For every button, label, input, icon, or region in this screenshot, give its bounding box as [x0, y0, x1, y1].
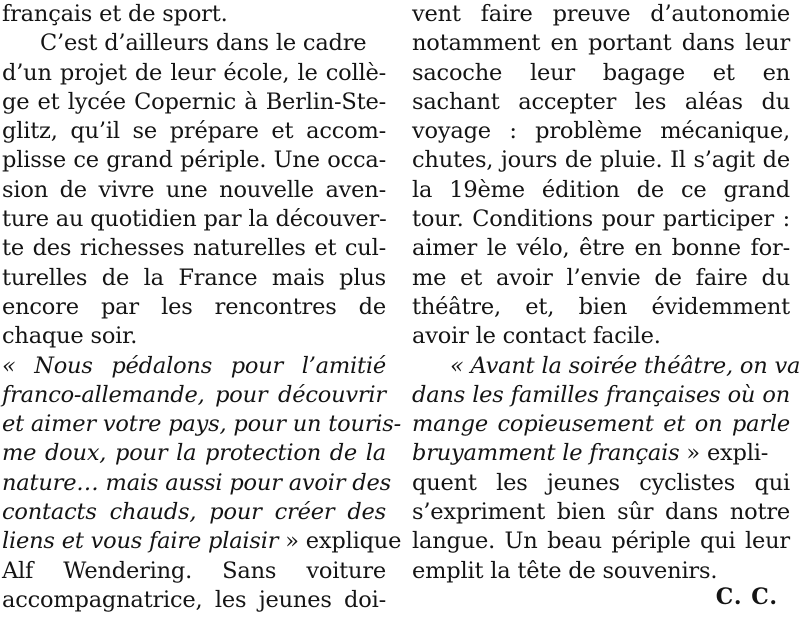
- text-line: langue. Un beau périple qui leur: [412, 528, 790, 555]
- text-line: ge et lycée Copernic à Berlin-Ste-: [2, 88, 386, 115]
- text-line: sachant accepter les aléas du: [412, 88, 790, 115]
- text-line: vent faire preuve d’autonomie: [412, 1, 790, 27]
- quote-line: nature… mais aussi pour avoir des: [2, 469, 391, 496]
- quote-line: mange copieusement et on parle: [412, 411, 790, 438]
- text-line: emplit la tête de souvenirs.: [412, 557, 718, 584]
- right-column: [412, 0, 800, 586]
- quote-line: « Nous pédalons pour l’amitié: [2, 352, 386, 379]
- text-line: théâtre, et, bien évidemment: [412, 293, 790, 320]
- text-line: accompagnatrice, les jeunes doi-: [2, 586, 386, 613]
- text-line: sacoche leur bagage et en: [412, 59, 790, 86]
- text-line: plisse ce grand périple. Une occa-: [2, 147, 386, 174]
- quote-line: franco-allemande, pour découvrir: [2, 381, 386, 408]
- text-line: te des richesses naturelles et cul-: [2, 235, 386, 262]
- text-line: chutes, jours de pluie. Il s’agit de: [412, 147, 790, 174]
- text-line: français et de sport.: [2, 1, 228, 27]
- text-line: Alf Wendering. Sans voiture: [2, 557, 386, 584]
- left-column: [2, 0, 402, 615]
- text-line: notamment en portant dans leur: [412, 30, 790, 57]
- quote-line: « Avant la soirée théâtre, on va: [450, 352, 800, 379]
- text-line: d’un projet de leur école, le collè-: [2, 59, 386, 86]
- text-line: tour. Conditions pour participer :: [412, 206, 790, 233]
- plain-text: » explique: [285, 528, 402, 555]
- text-line: chaque soir.: [2, 323, 138, 350]
- text-line: quent les jeunes cyclistes qui: [412, 469, 790, 496]
- quote-line: dans les familles françaises où on: [412, 381, 790, 408]
- text-line: ture au quotidien par la découver-: [2, 206, 387, 233]
- text-line: aimer le vélo, être en bonne for-: [412, 235, 790, 262]
- text-line: voyage : problème mécanique,: [412, 118, 790, 145]
- text-line: sion de vivre une nouvelle aven-: [2, 176, 386, 203]
- text-line: turelles de la France mais plus: [2, 264, 386, 291]
- quote-line: contacts chauds, pour créer des: [2, 499, 386, 526]
- quote-text: liens et vous faire plaisir: [2, 528, 279, 555]
- author-signature: C. C.: [715, 584, 778, 610]
- text-line: avoir le contact facile.: [412, 323, 661, 350]
- text-line: me et avoir l’envie de faire du: [412, 264, 790, 291]
- mixed-line: [2, 527, 402, 556]
- quote-text: bruyamment le français: [412, 440, 680, 467]
- quote-line: et aimer votre pays, pour un touris-: [2, 411, 402, 438]
- mixed-line: [412, 439, 790, 468]
- text-line: la 19ème édition de ce grand: [412, 176, 790, 203]
- text-line: C’est d’ailleurs dans le cadre: [40, 30, 367, 57]
- plain-text: » expli-: [686, 440, 769, 467]
- text-line: encore par les rencontres de: [2, 293, 386, 320]
- text-line: s’expriment bien sûr dans notre: [412, 499, 790, 526]
- quote-line: me doux, pour la protection de la: [2, 440, 386, 467]
- text-line: glitz, qu’il se prépare et accom-: [2, 118, 386, 145]
